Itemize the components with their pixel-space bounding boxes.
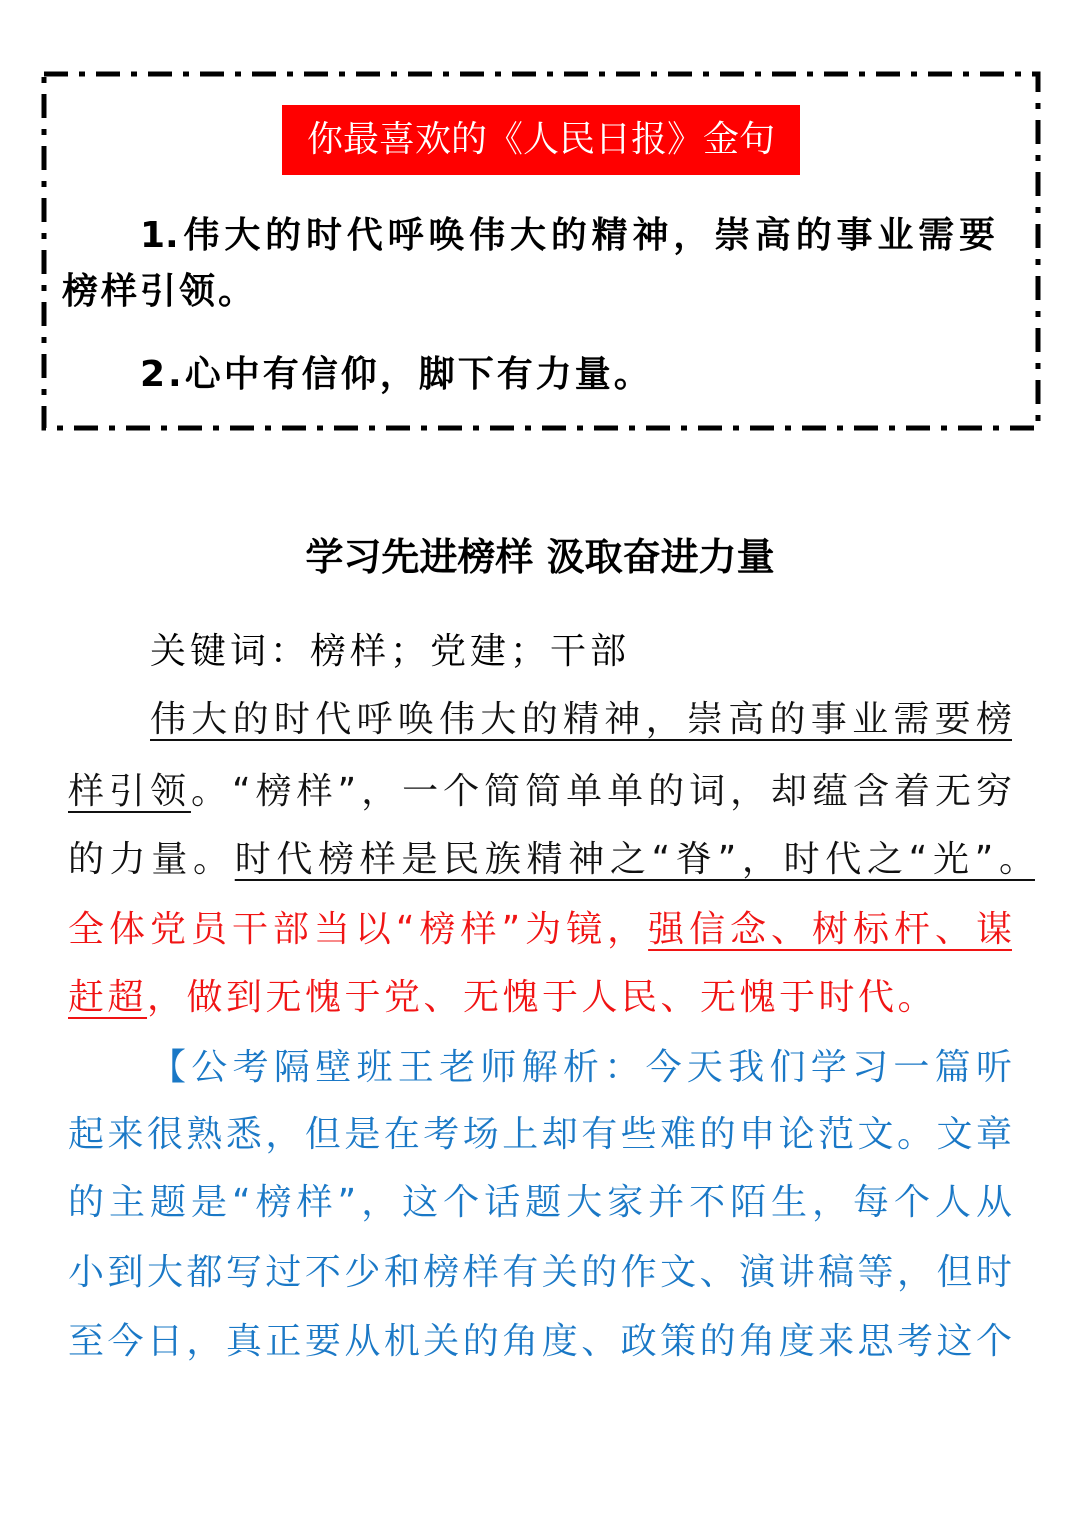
quote-box-banner: 你最喜欢的《人民日报》金句 <box>282 105 800 175</box>
body-text: 。“榜样”，一个简简单单的词，却蕴含着无穷 <box>190 771 1012 812</box>
quote-1-line-1: 1.伟大的时代呼唤伟大的精神，崇高的事业需要 <box>140 215 995 256</box>
analysis-line-5: 至今日，真正要从机关的角度、政策的角度来思考这个 <box>68 1321 1012 1362</box>
body-text: ，做到无愧于党、无愧于人民、无愧于时代。 <box>147 977 938 1018</box>
body-text: 的力量。 <box>68 839 235 880</box>
underlined-text: 伟大的时代呼唤伟大的精神，崇高的事业需要榜 <box>150 699 1012 740</box>
underlined-text: 时代榜样是民族精神之“脊”，时代之“光”。 <box>234 839 1035 880</box>
analysis-line-3: 的主题是“榜样”，这个话题大家并不陌生，每个人从 <box>68 1182 1012 1223</box>
paragraph-1-line-2 <box>68 768 1012 816</box>
underlined-text: 强信念、树标杆、谋 <box>648 909 1012 950</box>
analysis-line-4: 小到大都写过不少和榜样有关的作文、演讲稿等，但时 <box>68 1252 1012 1293</box>
paragraph-1-line-5 <box>68 974 937 1022</box>
underlined-text: 样引领 <box>68 771 191 812</box>
underlined-text: 赶超 <box>68 977 148 1018</box>
analysis-line-1: 【公考隔壁班王老师解析：今天我们学习一篇听 <box>150 1047 1012 1088</box>
paragraph-1-line-3 <box>68 836 1035 884</box>
article-title: 学习先进榜样 汲取奋进力量 <box>305 535 775 579</box>
body-text: 全体党员干部当以“榜样”为镜， <box>68 909 649 950</box>
quote-1-line-2: 榜样引领。 <box>62 271 258 312</box>
paragraph-1-line-1 <box>150 696 1012 744</box>
analysis-line-2: 起来很熟悉，但是在考场上却有些难的申论范文。文章 <box>68 1114 1012 1155</box>
paragraph-1-line-4 <box>68 906 1012 954</box>
quote-2-line-1: 2.心中有信仰，脚下有力量。 <box>140 354 653 395</box>
article-keywords: 关键词：榜样；党建；干部 <box>150 631 631 672</box>
